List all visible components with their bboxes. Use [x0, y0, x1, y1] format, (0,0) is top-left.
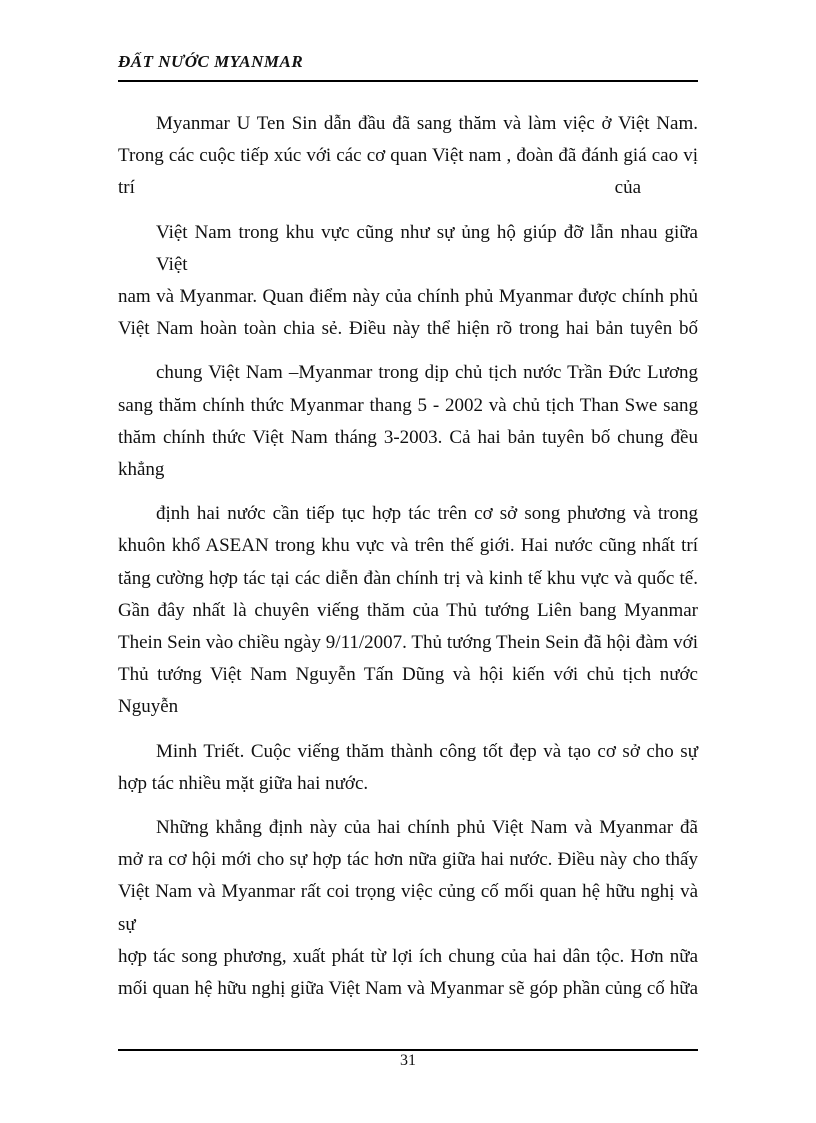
- paragraph-4: [118, 498, 698, 723]
- text-line: thăm chính thức Việt Nam tháng 3-2003. Cả hai bản tuyên bố chung đều: [118, 426, 698, 448]
- page-number: 31: [400, 1052, 416, 1069]
- text-line: nam và Myanmar. Quan điểm này của chính phủ Myanmar được chính phủ: [118, 286, 698, 308]
- text-line: mối quan hệ hữu nghị giữa Việt Nam và Myanmar sẽ góp phần củng cố hữa: [118, 978, 698, 1000]
- text-line: Việt Nam hoàn toàn chia sẻ. Điều này thể hiện rõ trong hai bản tuyên bố: [118, 318, 698, 340]
- text-line: Những khẳng định này của hai chính phủ Việt Nam và Myanmar đã: [156, 817, 698, 839]
- paragraph-3: [118, 357, 698, 486]
- text-line: Nguyễn: [118, 696, 179, 718]
- text-line: hợp tác nhiều mặt giữa hai nước.: [118, 772, 369, 794]
- text-line: tăng cường hợp tác tại các diễn đàn chính trị và kinh tế khu vực và quốc tế.: [118, 567, 698, 589]
- text-line: sang thăm chính thức Myanmar thang 5 - 2002 và chủ tịch Than Swe sang: [118, 394, 698, 416]
- paragraph-6: [118, 812, 698, 1005]
- text-line: mở ra cơ hội mới cho sự hợp tác hơn nữa giữa hai nước. Điều này cho thấy: [118, 849, 698, 871]
- paragraph-5: [118, 736, 698, 800]
- text-line: Thủ tướng Việt Nam Nguyễn Tấn Dũng và hội kiến với chủ tịch nước: [118, 664, 698, 686]
- header-divider: [118, 80, 698, 82]
- text-line: khẳng: [118, 459, 165, 481]
- text-line: hợp tác song phương, xuất phát từ lợi ích chung của hai dân tộc. Hơn nữa: [118, 945, 698, 967]
- paragraph-1: [118, 108, 698, 205]
- text-line: Việt Nam và Myanmar rất coi trọng việc củng cố mối quan hệ hữu nghị và sự: [118, 881, 698, 935]
- text-line: Thein Sein vào chiều ngày 9/11/2007. Thủ tướng Thein Sein đã hội đàm với: [118, 632, 698, 654]
- text-line: Gần đây nhất là chuyên viếng thăm của Thủ tướng Liên bang Myanmar: [118, 599, 698, 621]
- document-body: [118, 108, 698, 1017]
- running-header: ĐẤT NƯỚC MYANMAR: [118, 52, 304, 71]
- text-line: trí của: [118, 177, 642, 199]
- text-line: Minh Triết. Cuộc viếng thăm thành công tốt đẹp và tạo cơ sở cho sự: [156, 740, 698, 762]
- text-line: khuôn khổ ASEAN trong khu vực và trên thế giới. Hai nước cũng nhất trí: [118, 535, 698, 557]
- footer-divider: [118, 1049, 698, 1051]
- text-line: Việt Nam trong khu vực cũng như sự ủng hộ giúp đỡ lẫn nhau giữa Việt: [156, 221, 698, 275]
- text-line: Trong các cuộc tiếp xúc với các cơ quan Việt nam , đoàn đã đánh giá cao vị: [118, 145, 698, 167]
- text-line: định hai nước cần tiếp tục hợp tác trên cơ sở song phương và trong: [156, 503, 698, 525]
- text-line: Myanmar U Ten Sin dẫn đầu đã sang thăm và làm việc ở Việt Nam.: [156, 113, 698, 134]
- text-line: chung Việt Nam –Myanmar trong dịp chủ tịch nước Trần Đức Lương: [156, 362, 698, 384]
- paragraph-2: [118, 217, 698, 346]
